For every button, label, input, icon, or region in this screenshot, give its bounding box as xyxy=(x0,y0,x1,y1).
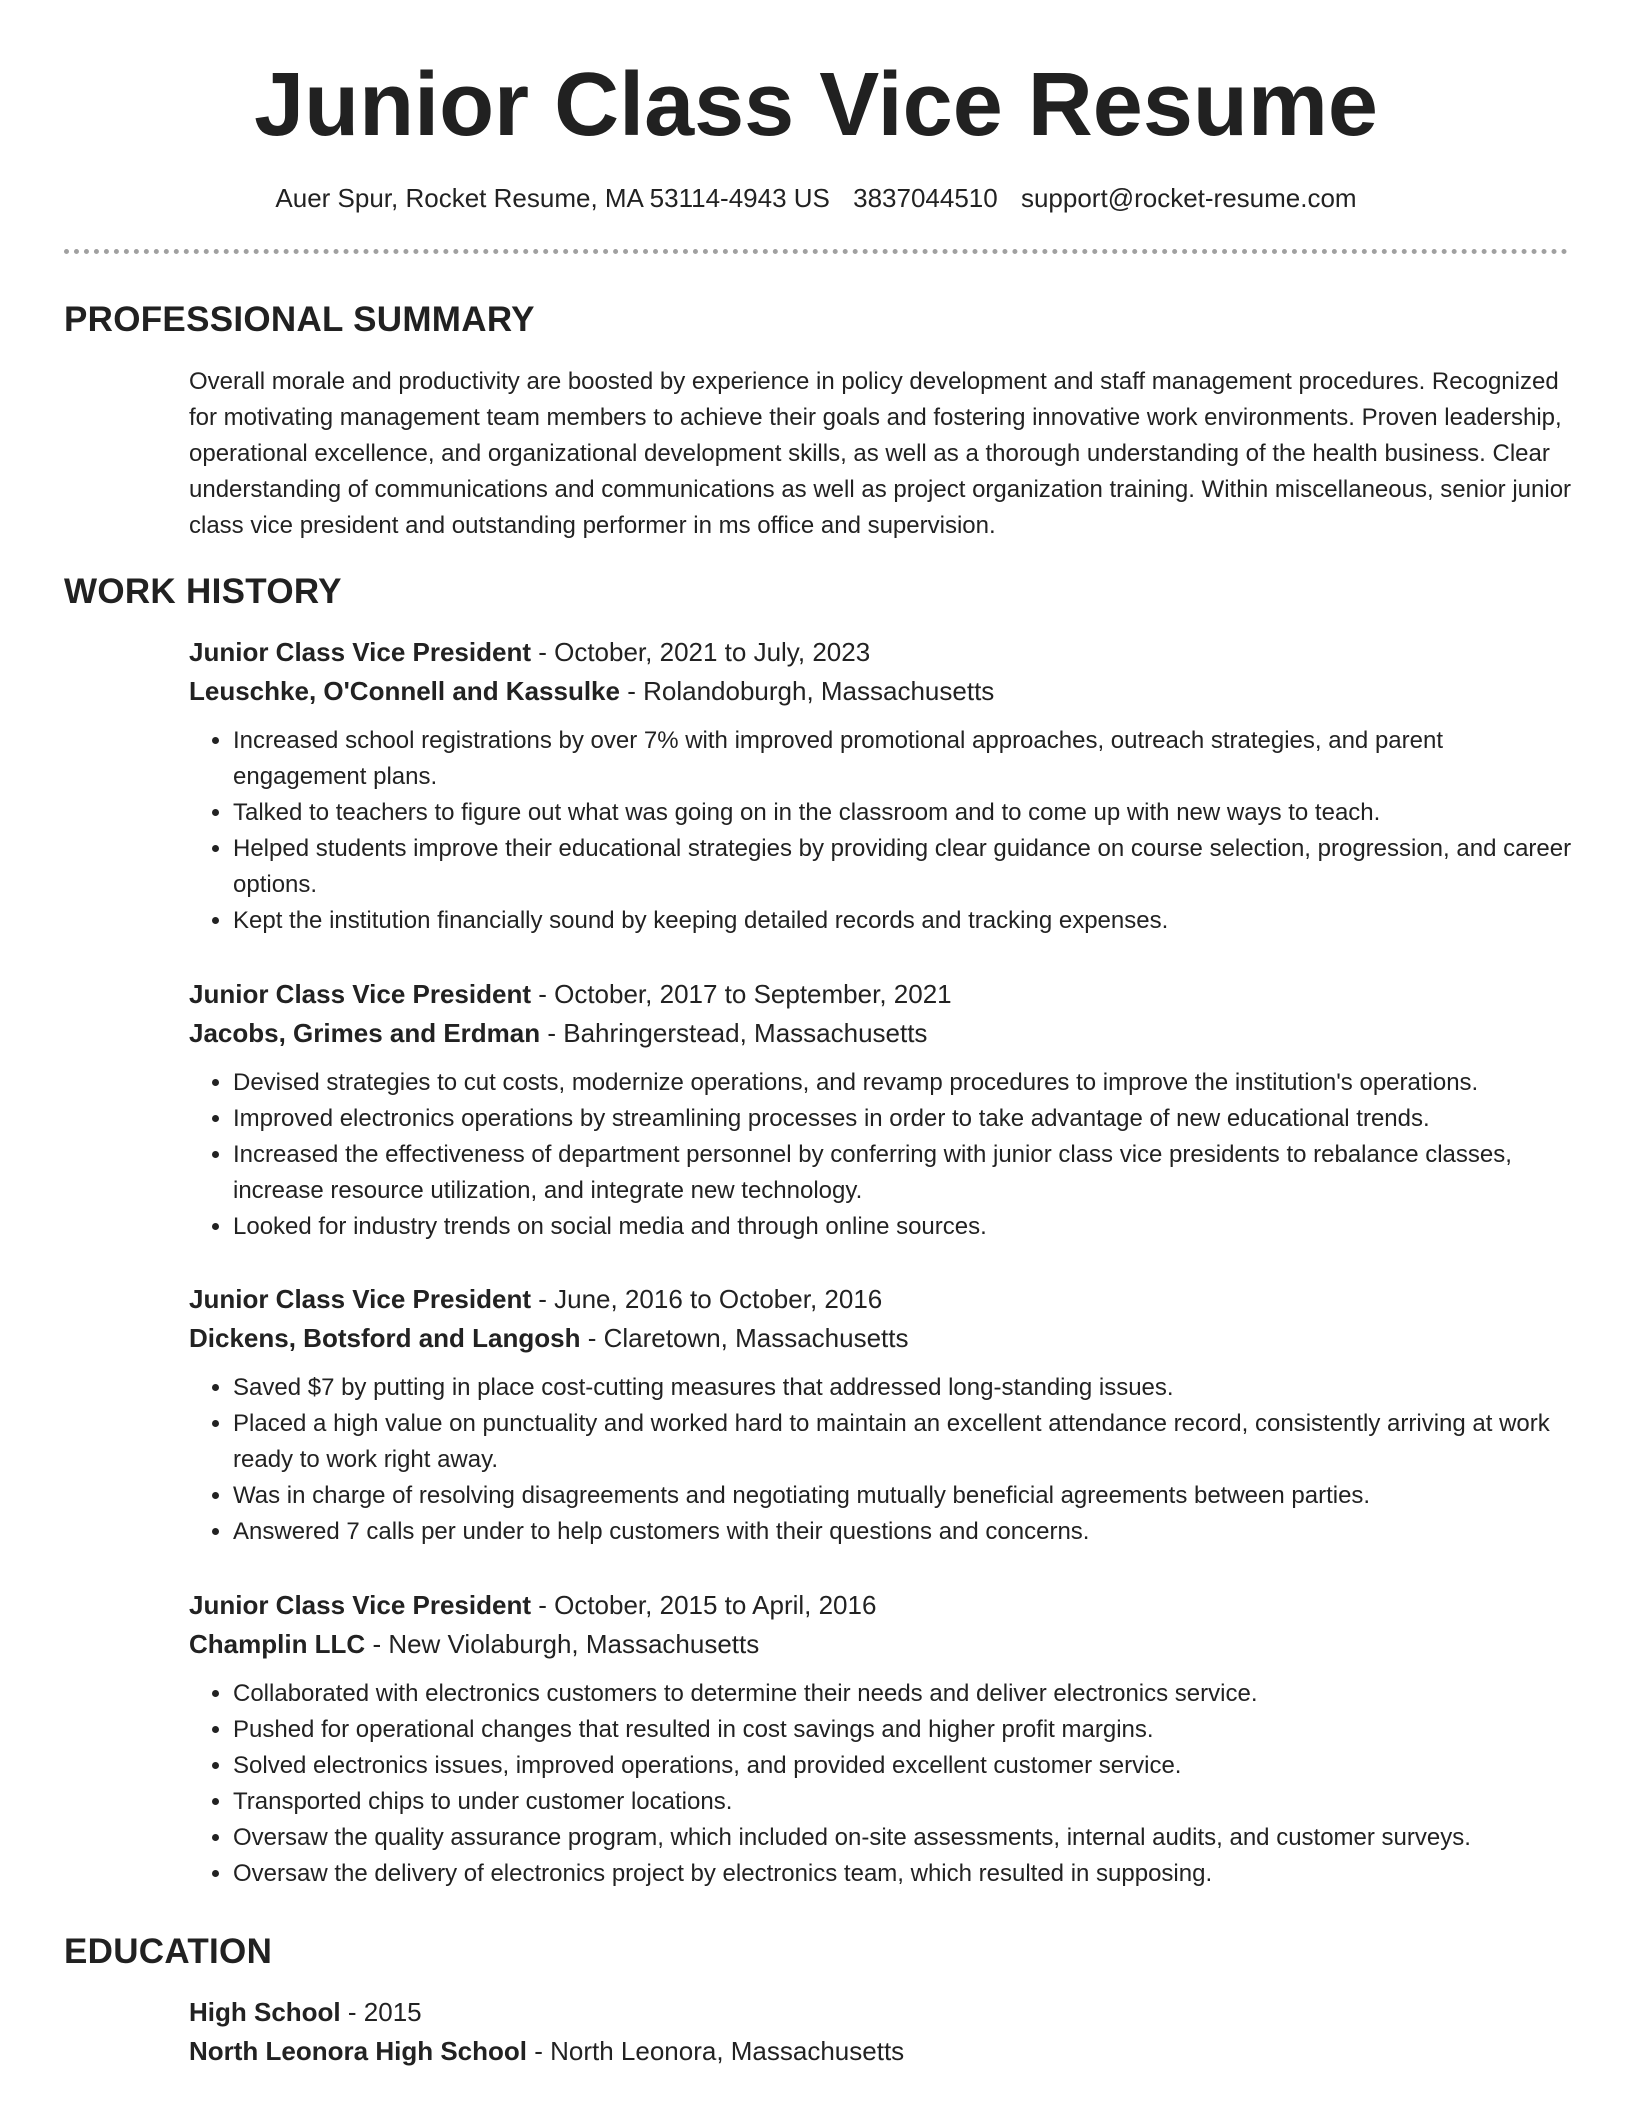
job-bullet: • Kept the institution financially sound by keeping detailed records and tracking expenses. xyxy=(233,903,1574,939)
education-school-line xyxy=(189,2032,1574,2071)
education-degree: High School xyxy=(189,1997,341,2027)
job-location: - Rolandoburgh, Massachusetts xyxy=(619,676,995,706)
education-degree-line xyxy=(189,1993,1574,2032)
job-company: Champlin LLC xyxy=(189,1629,366,1659)
job-bullet: • Improved electronics operations by streamlining processes in order to take advantage of new educational trends. xyxy=(233,1101,1574,1137)
job-bullet: • Saved $7 by putting in place cost-cutting measures that addressed long-standing issues. xyxy=(233,1370,1574,1406)
job-bullets xyxy=(189,1676,1574,1892)
header-divider xyxy=(64,249,1568,254)
summary-text: Overall morale and productivity are boosted by experience in policy development and staff management procedures. Recognized for motivating management team members to achieve their goals and fostering innovative work environments. Proven leadership, operational excellence, and organizational development skills, as well as a thorough understanding of the health business. Clear understanding of communications and communications as well as project organization training. Within miscellaneous, senior junior class vice president and outstanding performer in ms office and supervision. xyxy=(189,368,1572,539)
education-year: - 2015 xyxy=(340,1997,422,2027)
job-location: - Claretown, Massachusetts xyxy=(580,1323,909,1353)
job-entry xyxy=(189,1280,1574,1550)
job-company: Leuschke, O'Connell and Kassulke xyxy=(189,676,620,706)
job-title: Junior Class Vice President xyxy=(189,1590,531,1620)
job-bullet: • Oversaw the delivery of electronics project by electronics team, which resulted in supposing. xyxy=(233,1856,1574,1892)
contact-email: support@rocket-resume.com xyxy=(1020,183,1357,213)
job-title-line xyxy=(189,633,1574,672)
job-bullet: • Helped students improve their educational strategies by providing clear guidance on course selection, progression, and career options. xyxy=(233,831,1574,903)
job-bullet: • Answered 7 calls per under to help customers with their questions and concerns. xyxy=(233,1514,1574,1550)
job-bullet: • Pushed for operational changes that resulted in cost savings and higher profit margins. xyxy=(233,1712,1574,1748)
job-dates: - June, 2016 to October, 2016 xyxy=(531,1284,883,1314)
job-bullet: • Oversaw the quality assurance program, which included on-site assessments, internal audits, and customer surveys. xyxy=(233,1820,1574,1856)
job-title: Junior Class Vice President xyxy=(189,979,531,1009)
job-dates: - October, 2017 to September, 2021 xyxy=(531,979,952,1009)
job-title-line xyxy=(189,975,1574,1014)
job-bullets xyxy=(189,1370,1574,1550)
job-bullet: • Collaborated with electronics customers to determine their needs and deliver electronics service. xyxy=(233,1676,1574,1712)
job-dates: - October, 2015 to April, 2016 xyxy=(531,1590,877,1620)
job-bullets xyxy=(189,723,1574,939)
job-entry xyxy=(189,1586,1574,1892)
job-dates: - October, 2021 to July, 2023 xyxy=(531,637,871,667)
job-bullet: • Was in charge of resolving disagreements and negotiating mutually beneficial agreements between parties. xyxy=(233,1478,1574,1514)
job-bullet: • Increased school registrations by over 7% with improved promotional approaches, outreach strategies, and parent engagement plans. xyxy=(233,723,1574,795)
contact-address: Auer Spur, Rocket Resume, MA 53114-4943 US xyxy=(275,183,830,213)
job-company: Jacobs, Grimes and Erdman xyxy=(189,1018,541,1048)
job-bullets xyxy=(189,1065,1574,1245)
work-history-heading: WORK HISTORY xyxy=(64,572,342,611)
summary-heading: PROFESSIONAL SUMMARY xyxy=(64,300,535,339)
job-bullet: • Transported chips to under customer locations. xyxy=(233,1784,1574,1820)
resume-title: Junior Class Vice Resume xyxy=(254,55,1378,155)
job-title-line xyxy=(189,1280,1574,1319)
job-entry xyxy=(189,633,1574,939)
job-location: - Bahringerstead, Massachusetts xyxy=(540,1018,928,1048)
education-location: - North Leonora, Massachusetts xyxy=(527,2036,905,2066)
job-company-line xyxy=(189,1625,1574,1664)
job-location: - New Violaburgh, Massachusetts xyxy=(365,1629,760,1659)
education-school: North Leonora High School xyxy=(189,2036,527,2066)
job-title: Junior Class Vice President xyxy=(189,1284,531,1314)
job-company-line xyxy=(189,1014,1574,1053)
education-heading: EDUCATION xyxy=(64,1932,273,1971)
job-entry xyxy=(189,975,1574,1245)
job-bullet: • Solved electronics issues, improved operations, and provided excellent customer service. xyxy=(233,1748,1574,1784)
job-bullet: • Talked to teachers to figure out what was going on in the classroom and to come up with new ways to teach. xyxy=(233,795,1574,831)
job-company-line xyxy=(189,672,1574,711)
contact-phone: 3837044510 xyxy=(853,183,998,213)
job-bullet: • Increased the effectiveness of department personnel by conferring with junior class vice presidents to rebalance classes, increase resource utilization, and integrate new technology. xyxy=(233,1137,1574,1209)
job-bullet: • Devised strategies to cut costs, modernize operations, and revamp procedures to improve the institution's operations. xyxy=(233,1065,1574,1101)
contact-line xyxy=(0,178,1632,218)
education-entry xyxy=(189,1993,1574,2071)
job-bullet: • Placed a high value on punctuality and worked hard to maintain an excellent attendance record, consistently arriving at work ready to work right away. xyxy=(233,1406,1574,1478)
job-company: Dickens, Botsford and Langosh xyxy=(189,1323,581,1353)
job-bullet: • Looked for industry trends on social media and through online sources. xyxy=(233,1209,1574,1245)
job-title: Junior Class Vice President xyxy=(189,637,531,667)
job-company-line xyxy=(189,1319,1574,1358)
job-title-line xyxy=(189,1586,1574,1625)
